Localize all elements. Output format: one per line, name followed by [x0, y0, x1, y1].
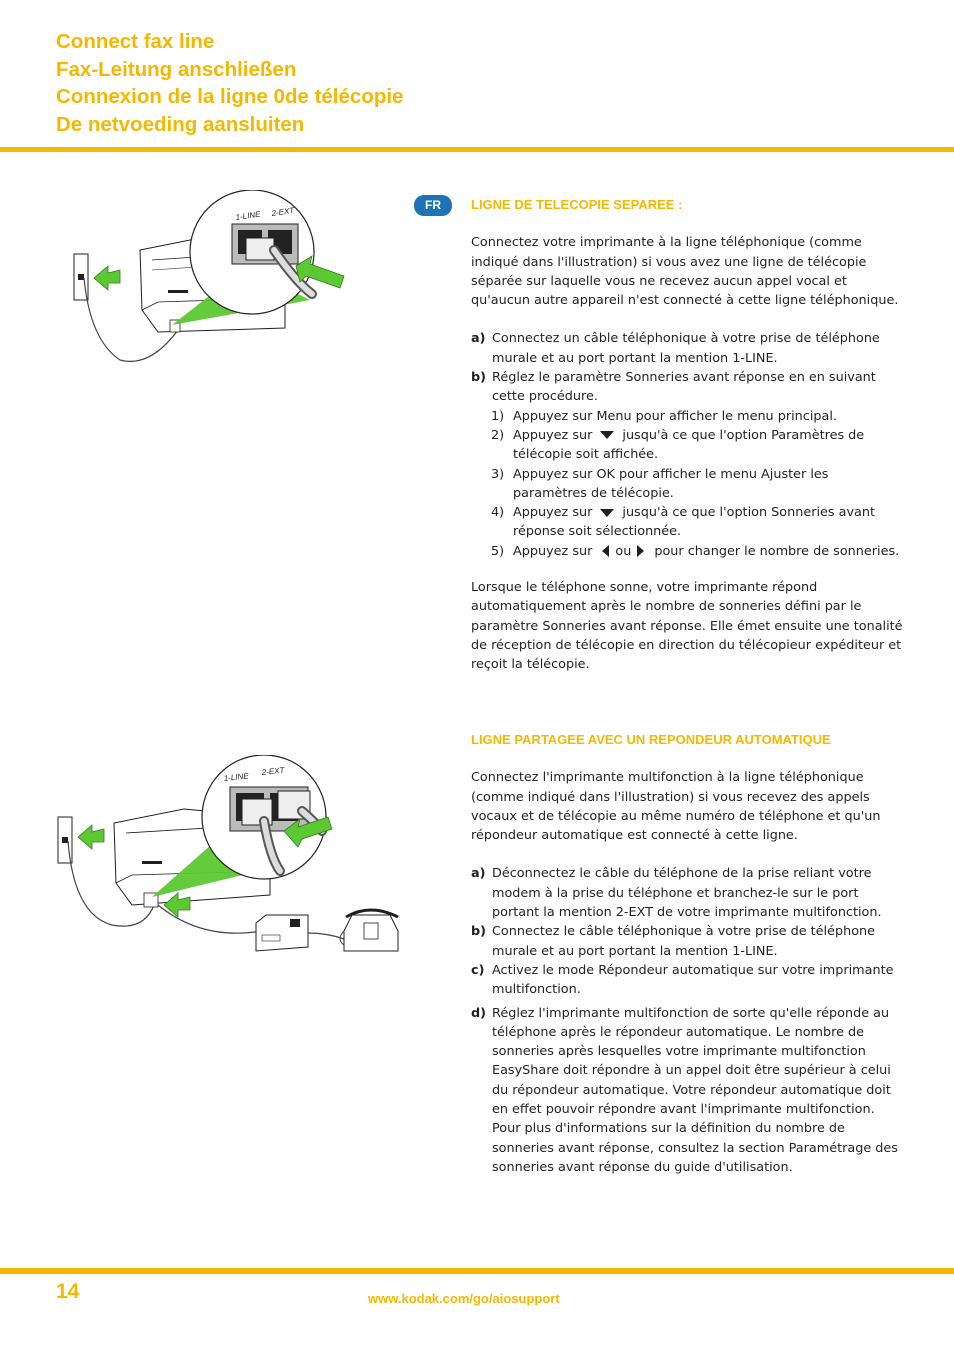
footer-link[interactable]: www.kodak.com/go/aiosupport [368, 1291, 560, 1306]
step-item [471, 465, 903, 504]
section-intro: Connectez votre imprimante à la ligne téléphonique (comme indiqué dans l'illustration) si vous avez une ligne de télécopie séparée sur laquelle vous ne recevez aucun appel vocal et qu'aucun autre appareil n'est connecté à cette ligne téléphonique. [471, 235, 899, 309]
page-title-en: Connect fax line [56, 30, 215, 53]
step-number: 1) [491, 408, 505, 424]
list-item [471, 922, 903, 961]
step-number: 3) [491, 466, 505, 482]
list-item [471, 864, 903, 922]
step-text: ou [615, 543, 632, 559]
step-item [471, 503, 903, 542]
footer-rule [0, 1268, 954, 1274]
list-item [471, 961, 903, 1000]
port-label-ext: 2-EXT [271, 205, 295, 218]
item-text: Déconnectez le câble du téléphone de la prise reliant votre modem à la prise du téléphone et branchez-le sur le port portant la mention 2-EXT de votre imprimante multifonction. [492, 866, 882, 921]
left-arrow-icon [602, 545, 609, 557]
illustration-separate-fax-line [60, 190, 370, 380]
telephone-icon [340, 910, 398, 951]
item-label: d) [471, 1005, 487, 1021]
page-title-block [56, 28, 403, 138]
header-rule [0, 147, 954, 152]
section-intro: Connectez l'imprimante multifonction à la ligne téléphonique (comme indiqué dans l'illustration) si vous recevez des appels vocaux et de télécopie au même numéro de téléphone et qu'un répondeur automatique est connecté à cette ligne. [471, 770, 881, 844]
item-label: b) [471, 370, 487, 386]
step-text: Appuyez sur OK pour afficher le menu Ajuster les paramètres de télécopie. [513, 466, 829, 501]
list-item [471, 1004, 903, 1178]
arrow-icon [78, 825, 104, 849]
step-text: pour changer le nombre de sonneries. [654, 543, 900, 559]
down-arrow-icon [600, 509, 614, 517]
arrow-icon [94, 266, 120, 290]
item-label: a) [471, 331, 486, 347]
list-item [471, 329, 903, 368]
step-item [471, 426, 903, 465]
step-item [471, 542, 903, 561]
language-badge: FR [414, 195, 452, 216]
section-heading: LIGNE PARTAGEE AVEC UN REPONDEUR AUTOMATIQUE [471, 732, 831, 747]
step-number: 2) [491, 427, 505, 443]
page-title-de: Fax-Leitung anschließen [56, 57, 297, 81]
item-text: Activez le mode Répondeur automatique sur votre imprimante multifonction. [492, 962, 894, 998]
section-outro: Lorsque le téléphone sonne, votre imprimante répond automatiquement après le nombre de sonneries défini par le paramètre Sonneries avant réponse. Elle émet ensuite une tonalité de réception de télécopie en direction du télécopieur expéditeur et reçoit la télécopie. [471, 580, 903, 673]
step-text: jusqu'à ce que l'option Sonneries avant réponse soit sélectionnée. [513, 505, 875, 540]
port-label-ext: 2-EXT [261, 765, 285, 777]
down-arrow-icon [600, 431, 614, 439]
answering-machine-icon [256, 915, 308, 951]
magnified-port-view [202, 755, 332, 879]
item-text: Réglez le paramètre Sonneries avant réponse en en suivant cette procédure. [492, 370, 876, 405]
section-heading: LIGNE DE TELECOPIE SEPAREE : [471, 197, 683, 212]
item-text: Réglez l'imprimante multifonction de sorte qu'elle réponde au téléphone après le répondeur automatique. Le nombre de sonneries après lesquelles votre imprimante multifonction EasyShare doit répondre à un appel doit être supérieur à celui du répondeur automatique. Votre répondeur automatique doit en effet pouvoir répondre avant l'imprimante multifonction. Pour plus d'informations sur la définition du nombre de sonneries avant réponse, consultez la section Paramétrage des sonneries avant réponse du guide d'utilisation. [492, 1005, 898, 1175]
step-item [471, 407, 903, 426]
section-shared-line [471, 730, 903, 1177]
item-label: a) [471, 866, 486, 882]
port-label-line: 1-LINE [235, 209, 261, 222]
page-title-fr: Connexion de la ligne 0de télécopie [56, 85, 404, 108]
page-number: 14 [56, 1280, 80, 1303]
list-item [471, 368, 903, 407]
step-number: 5) [491, 543, 505, 559]
item-label: c) [471, 962, 485, 978]
page-title-nl: De netvoeding aansluiten [56, 112, 305, 136]
step-text: Appuyez sur Menu pour afficher le menu principal. [513, 408, 837, 424]
step-text: jusqu'à ce que l'option Paramètres de télécopie soit affichée. [513, 427, 865, 463]
item-text: Connectez le câble téléphonique à votre prise de téléphone murale et au port portant la mention 1-LINE. [492, 924, 876, 959]
illustration-shared-line-answering-machine [52, 755, 412, 965]
step-number: 4) [491, 505, 505, 521]
step-text: Appuyez sur [513, 427, 593, 443]
port-label-line: 1-LINE [223, 771, 249, 783]
step-text: Appuyez sur [513, 543, 593, 559]
item-text: Connectez un câble téléphonique à votre prise de téléphone murale et au port portant la mention 1-LINE. [492, 331, 880, 366]
section-separate-fax-line [471, 195, 903, 675]
step-text: Appuyez sur [513, 505, 593, 521]
right-arrow-icon [637, 545, 644, 557]
magnified-port-view [190, 190, 344, 314]
item-label: b) [471, 924, 487, 940]
